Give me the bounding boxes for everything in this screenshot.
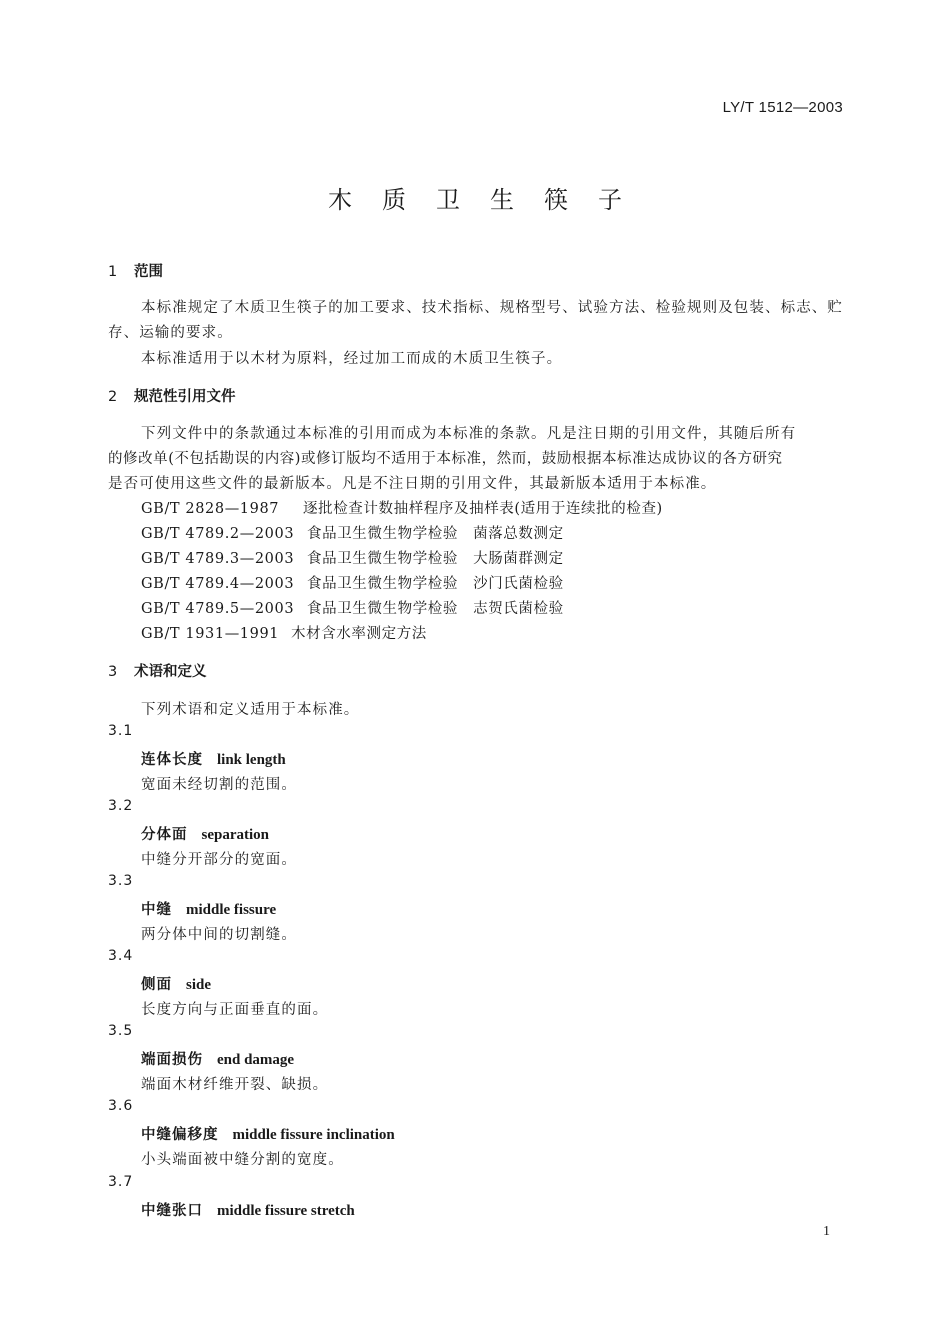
- standard-code: LY/T 1512—2003: [722, 99, 843, 116]
- term-en: link length: [217, 752, 286, 768]
- term-zh: 连体长度: [141, 752, 203, 768]
- reference-code: GB/T 4789.4—2003: [141, 576, 295, 592]
- term-number: 3.6: [108, 1098, 134, 1114]
- term-zh: 端面损伤: [141, 1052, 203, 1068]
- term-number: 3.5: [108, 1023, 134, 1039]
- term-en: side: [186, 977, 212, 993]
- term-en: middle fissure: [186, 902, 277, 918]
- reference-code: GB/T 4789.5—2003: [141, 601, 295, 617]
- reference-code: GB/T 2828—1987: [141, 501, 280, 517]
- term-heading: [141, 1048, 294, 1069]
- reference-code: GB/T 4789.2—2003: [141, 526, 295, 542]
- term-number: 3.2: [108, 798, 134, 814]
- section-3-heading: [108, 660, 207, 681]
- term-definition: 端面木材纤维开裂、缺损。: [141, 1077, 329, 1093]
- page-number: 1: [823, 1224, 830, 1239]
- term-en: separation: [201, 827, 269, 843]
- term-number: 3.1: [108, 723, 134, 739]
- term-definition: 中缝分开部分的宽面。: [141, 852, 297, 868]
- reference-code: GB/T 4789.3—2003: [141, 551, 295, 567]
- reference-item: [141, 497, 663, 518]
- reference-item: [141, 522, 564, 543]
- paragraph-line: 的修改单(不包括勘误的内容)或修订版均不适用于本标准，然而，鼓励根据本标准达成协议的各方研究: [108, 451, 783, 467]
- reference-title: 食品卫生微生物学检验 志贺氏菌检验: [307, 601, 564, 617]
- section-number: 2: [108, 389, 118, 405]
- section-title: 规范性引用文件: [134, 389, 236, 405]
- reference-title: 食品卫生微生物学检验 菌落总数测定: [307, 526, 564, 542]
- term-heading: [141, 1199, 355, 1220]
- term-definition: 两分体中间的切割缝。: [141, 927, 297, 943]
- term-zh: 分体面: [141, 827, 188, 843]
- term-heading: [141, 823, 269, 844]
- reference-title: 逐批检查计数抽样程序及抽样表(适用于连续批的检查): [303, 501, 663, 517]
- term-heading: [141, 898, 276, 919]
- term-zh: 中缝: [141, 902, 172, 918]
- term-zh: 中缝张口: [141, 1203, 203, 1219]
- reference-code: GB/T 1931—1991: [141, 626, 280, 642]
- term-en: end damage: [217, 1052, 295, 1068]
- term-en: middle fissure stretch: [217, 1203, 355, 1219]
- paragraph-line: 本标准适用于以木材为原料，经过加工而成的木质卫生筷子。: [141, 351, 563, 367]
- reference-item: [141, 572, 564, 593]
- section-1-heading: [108, 260, 163, 281]
- reference-title: 木材含水率测定方法: [291, 626, 427, 642]
- paragraph-line: 本标准规定了木质卫生筷子的加工要求、技术指标、规格型号、试验方法、检验规则及包装、标志、贮: [141, 300, 843, 316]
- term-definition: 宽面未经切割的范围。: [141, 777, 297, 793]
- term-definition: 小头端面被中缝分割的宽度。: [141, 1152, 344, 1168]
- reference-item: [141, 622, 427, 643]
- paragraph-line: 是否可使用这些文件的最新版本。凡是不注日期的引用文件，其最新版本适用于本标准。: [108, 476, 717, 492]
- paragraph-line: 下列术语和定义适用于本标准。: [141, 702, 360, 718]
- term-definition: 长度方向与正面垂直的面。: [141, 1002, 329, 1018]
- term-en: middle fissure inclination: [232, 1127, 395, 1143]
- term-number: 3.7: [108, 1174, 134, 1190]
- section-2-heading: [108, 385, 236, 406]
- term-number: 3.3: [108, 873, 134, 889]
- section-title: 术语和定义: [134, 664, 207, 680]
- reference-item: [141, 597, 564, 618]
- reference-title: 食品卫生微生物学检验 大肠菌群测定: [307, 551, 564, 567]
- term-heading: [141, 1123, 395, 1144]
- section-title: 范围: [134, 264, 163, 280]
- reference-item: [141, 547, 564, 568]
- term-heading: [141, 748, 286, 769]
- term-zh: 侧面: [141, 977, 172, 993]
- section-number: 1: [108, 264, 118, 280]
- term-zh: 中缝偏移度: [141, 1127, 219, 1143]
- reference-title: 食品卫生微生物学检验 沙门氏菌检验: [307, 576, 564, 592]
- document-title: 木质卫生筷子: [328, 186, 652, 214]
- paragraph-line: 下列文件中的条款通过本标准的引用而成为本标准的条款。凡是注日期的引用文件，其随后所有: [141, 426, 797, 442]
- paragraph-line: 存、运输的要求。: [108, 325, 233, 341]
- term-number: 3.4: [108, 948, 134, 964]
- section-number: 3: [108, 664, 118, 680]
- term-heading: [141, 973, 211, 994]
